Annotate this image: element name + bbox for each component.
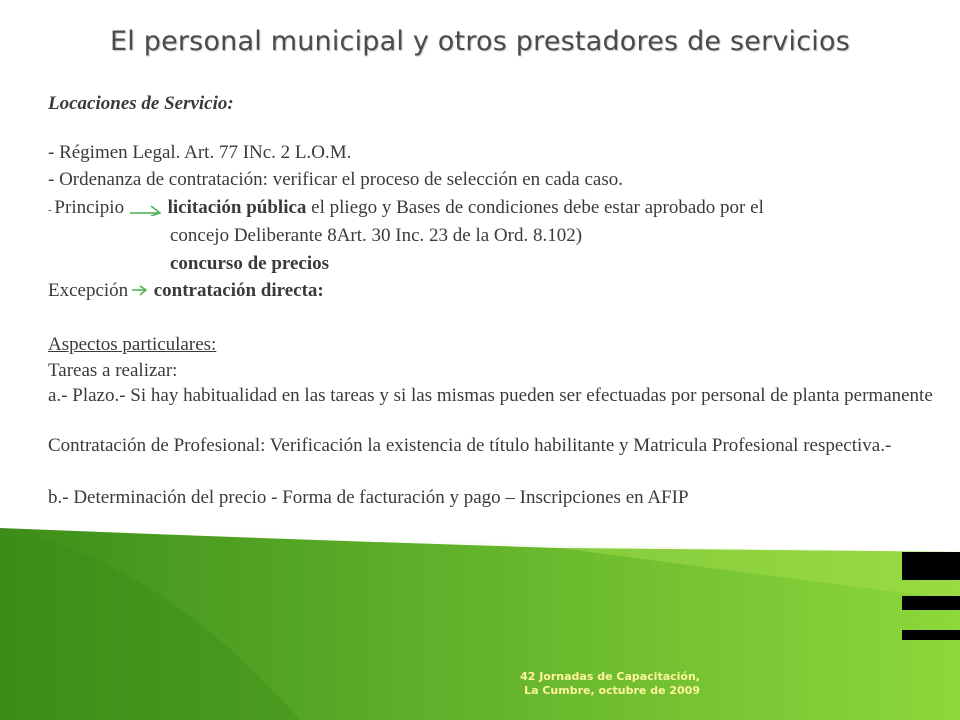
line-concurso: concurso de precios [170,253,330,274]
line-ordenanza: - Ordenanza de contratación: verificar el proceso de selección en cada caso. [48,169,623,190]
slide-title: El personal municipal y otros prestadores de servicios [109,26,850,57]
footer-line-1: 42 Jornadas de Capacitación, [520,670,700,683]
para-plazo: a.- Plazo.- Si hay habitualidad en las tareas y si las mismas pueden ser efectuadas por personal de planta permanente [48,385,933,406]
arrow-icon [131,285,151,299]
line-excepcion [48,280,324,302]
para-precio: b.- Determinación del precio - Forma de facturación y pago – Inscripciones en AFIP [48,487,689,508]
line-principio [48,197,764,221]
tareas-line: Tareas a realizar: [48,360,178,381]
line-regimen: - Régimen Legal. Art. 77 INc. 2 L.O.M. [48,142,352,163]
black-stripe-bottom [902,630,960,640]
contratacion-directa: contratación directa: [153,280,324,301]
aspectos-heading: Aspectos particulares: [48,334,217,355]
line-concejo: concejo Deliberante 8Art. 30 Inc. 23 de la Ord. 8.102) [170,225,583,246]
licitacion-rest: el pliego y Bases de condiciones debe estar aprobado por el [306,197,764,218]
black-stripe-middle [902,596,960,610]
black-stripe-top [902,552,960,580]
small-dash: - [48,204,55,216]
footer-line-2: La Cumbre, octubre de 2009 [524,684,700,697]
excepcion-label: Excepción [48,280,129,301]
footer [480,670,700,698]
licitacion-label: licitación pública [167,197,307,218]
principio-label: Principio [54,197,125,218]
section-heading: Locaciones de Servicio: [48,93,234,114]
arrow-icon [129,202,163,216]
para-profesional: Contratación de Profesional: Verificación la existencia de título habilitante y Matricula Profesional respectiva.- [48,435,892,456]
